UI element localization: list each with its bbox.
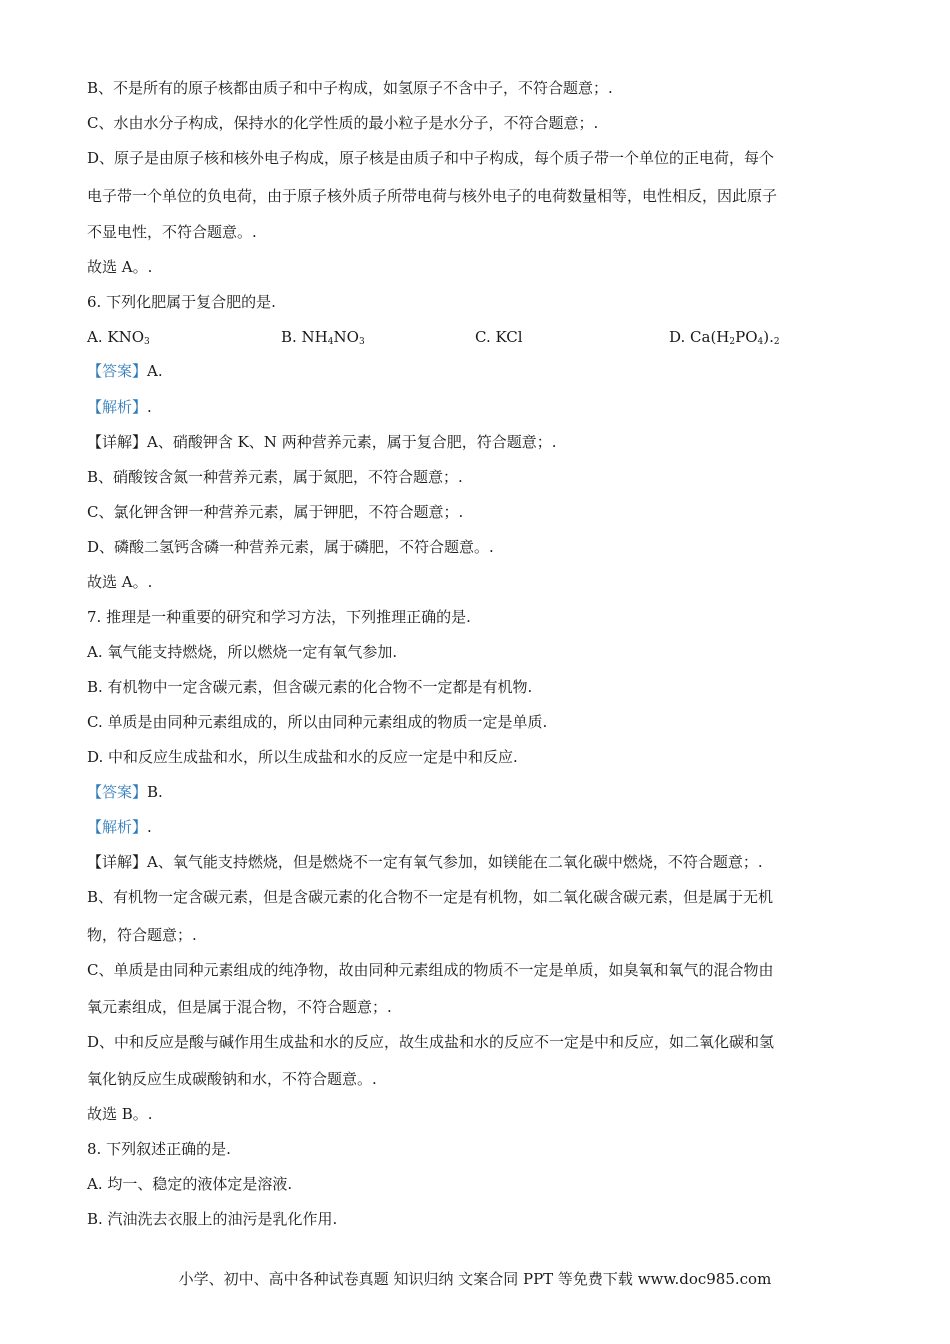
text-line: D、原子是由原子核和核外电子构成，原子核是由质子和中子构成，每个质子带一个单位的正电荷，每个 <box>87 149 775 167</box>
detail-line: D、磷酸二氢钙含磷一种营养元素，属于磷肥，不符合题意。. <box>87 538 494 556</box>
page-footer: 小学、初中、高中各种试卷真题 知识归纳 文案合同 PPT 等免费下载 www.doc985.com <box>178 1270 772 1288</box>
option-d: D. 中和反应生成盐和水，所以生成盐和水的反应一定是中和反应. <box>87 748 518 766</box>
detail-line: 【详解】A、硝酸钾含 K、N 两种营养元素，属于复合肥，符合题意；. <box>87 433 557 451</box>
option-a: A. 氧气能支持燃烧，所以燃烧一定有氧气参加. <box>87 643 398 661</box>
option-a: A. $KNO_3$ <box>87 328 150 347</box>
analysis-6: 【解析】. <box>87 398 152 416</box>
detail-line: 物，符合题意；. <box>87 926 197 944</box>
text-line: C、水由水分子构成，保持水的化学性质的最小粒子是水分子，不符合题意；. <box>87 114 599 132</box>
text-line: 故选 A。. <box>87 258 153 276</box>
text-line: B、不是所有的原子核都由质子和中子构成，如氢原子不含中子，不符合题意；. <box>87 79 613 97</box>
detail-line: C、单质是由同种元素组成的纯净物，故由同种元素组成的物质不一定是单质，如臭氧和氧气的混合物由 <box>87 961 774 979</box>
detail-line: 故选 A。. <box>87 573 153 591</box>
detail-line: 氧元素组成，但是属于混合物，不符合题意；. <box>87 998 392 1016</box>
option-b: B. 有机物中一定含碳元素，但含碳元素的化合物不一定都是有机物. <box>87 678 533 696</box>
option-a: A. 均一、稳定的液体定是溶液. <box>87 1175 293 1193</box>
detail-line: C、氯化钾含钾一种营养元素，属于钾肥，不符合题意；. <box>87 503 464 521</box>
question-7: 7. 推理是一种重要的研究和学习方法，下列推理正确的是. <box>87 608 471 626</box>
option-d: D. $Ca(H_2PO_4)._2$ <box>669 328 780 347</box>
analysis-tag: 【解析】 <box>87 818 148 836</box>
analysis-7: 【解析】. <box>87 818 152 836</box>
detail-line: B、硝酸铵含氮一种营养元素，属于氮肥，不符合题意；. <box>87 468 463 486</box>
text-line: 不显电性，不符合题意。. <box>87 223 257 241</box>
option-b: B. 汽油洗去衣服上的油污是乳化作用. <box>87 1210 338 1228</box>
detail-line: 氧化钠反应生成碳酸钠和水，不符合题意。. <box>87 1070 377 1088</box>
answer-6: 【答案】A. <box>87 362 163 380</box>
text-line: 电子带一个单位的负电荷，由于原子核外质子所带电荷与核外电子的电荷数量相等，电性相反，因此原子 <box>87 187 778 205</box>
detail-line: B、有机物一定含碳元素，但是含碳元素的化合物不一定是有机物，如二氧化碳含碳元素，但是属于无机 <box>87 888 774 906</box>
answer-tag: 【答案】 <box>87 362 148 380</box>
answer-7: 【答案】B. <box>87 783 163 801</box>
option-b: B. $NH_4NO_3$ <box>281 328 365 347</box>
question-6-options <box>87 327 887 347</box>
question-8: 8. 下列叙述正确的是. <box>87 1140 231 1158</box>
detail-line: 【详解】A、氧气能支持燃烧，但是燃烧不一定有氧气参加，如镁能在二氧化碳中燃烧，不符合题意；. <box>87 853 763 871</box>
option-c: C. KCl <box>475 328 523 346</box>
question-6: 6. 下列化肥属于复合肥的是. <box>87 293 276 311</box>
answer-tag: 【答案】 <box>87 783 148 801</box>
detail-line: D、中和反应是酸与碱作用生成盐和水的反应，故生成盐和水的反应不一定是中和反应，如二氧化碳和氢 <box>87 1033 775 1051</box>
option-c: C. 单质是由同种元素组成的，所以由同种元素组成的物质一定是单质. <box>87 713 548 731</box>
detail-line: 故选 B。. <box>87 1105 153 1123</box>
analysis-tag: 【解析】 <box>87 398 148 416</box>
